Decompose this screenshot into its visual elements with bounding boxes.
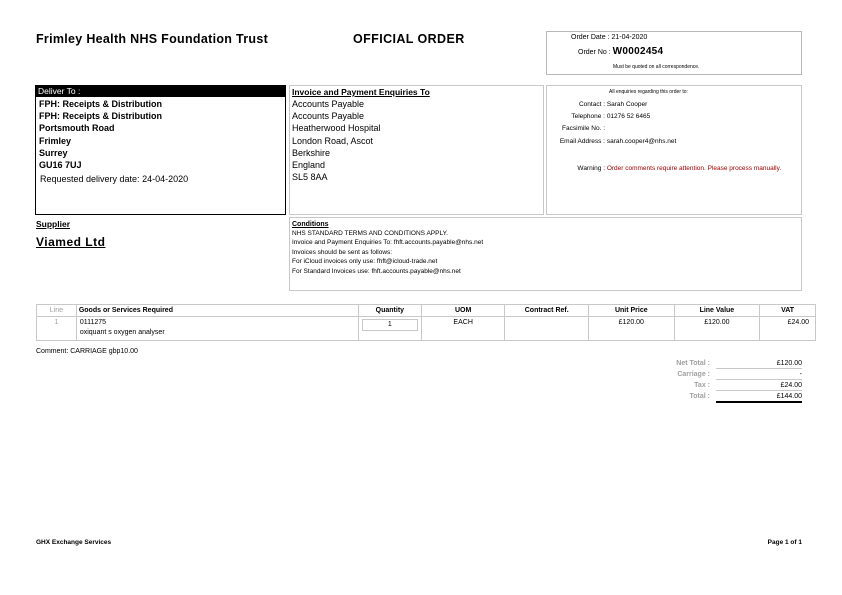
cell-line: 1	[37, 317, 77, 341]
order-number	[578, 46, 663, 57]
deliver-address	[36, 97, 285, 171]
invoice-address-line: London Road, Ascot	[292, 135, 374, 146]
cell-uom: EACH	[421, 317, 505, 341]
grand-total-value: £144.00	[716, 393, 802, 403]
invoice-address-line: England	[292, 160, 326, 171]
supplier-name: Viamed Ltd	[36, 235, 106, 249]
conditions-heading: Conditions	[292, 221, 329, 228]
deliver-address-line: Surrey	[39, 147, 68, 158]
order-number-note: Must be quoted on all correspondence.	[613, 64, 700, 70]
col-header-goods: Goods or Services Required	[76, 305, 358, 317]
table-row	[37, 317, 816, 341]
cell-goods	[76, 317, 358, 341]
col-header-uom: UOM	[421, 305, 505, 317]
grand-total-row	[640, 391, 802, 402]
carriage-value: -	[716, 371, 802, 380]
net-total-value: £120.00	[716, 360, 802, 369]
net-total-label: Net Total :	[676, 360, 710, 367]
deliver-address-line: GU16 7UJ	[39, 160, 82, 171]
invoice-heading: Invoice and Payment Enquiries To	[292, 87, 430, 97]
deliver-address-line: Frimley	[39, 135, 72, 146]
email-label: Email Address :	[559, 138, 605, 145]
deliver-to-box	[35, 85, 286, 215]
tax-label: Tax :	[694, 382, 710, 389]
telephone-value: 01276 52 6465	[606, 113, 651, 120]
invoice-address-line: SL5 8AA	[292, 172, 328, 183]
col-header-quantity: Quantity	[358, 305, 421, 317]
totals-block	[640, 358, 802, 402]
condition-line: Invoice and Payment Enquiries To: fhft.accounts.payable@nhs.net	[292, 239, 484, 247]
tax-row	[640, 380, 802, 391]
telephone-label: Telephone :	[571, 113, 605, 120]
col-header-unit-price: Unit Price	[589, 305, 675, 317]
requested-delivery-date: Requested delivery date: 24-04-2020	[40, 174, 189, 185]
invoice-enquiries-box	[289, 85, 544, 215]
contact-value: Sarah Cooper	[606, 101, 648, 108]
email-row	[547, 138, 676, 145]
carriage-row	[640, 369, 802, 380]
quantity-value: 1	[362, 319, 418, 331]
order-number-label: Order No :	[578, 49, 611, 56]
cell-quantity	[358, 317, 421, 341]
col-header-line: Line	[37, 305, 77, 317]
condition-line: For iCloud invoices only use: fhft@icloud-trade.net	[292, 258, 438, 266]
order-date	[571, 34, 647, 41]
grand-total-label: Total :	[689, 393, 710, 400]
invoice-address-line: Accounts Payable	[292, 99, 365, 109]
table-header-row	[37, 305, 816, 317]
cell-vat: £24.00	[760, 317, 816, 341]
deliver-to-heading: Deliver To :	[36, 86, 285, 97]
fax-row	[547, 125, 605, 132]
order-comment: Comment: CARRIAGE gbp10.00	[36, 348, 138, 355]
warning-label: Warning :	[577, 165, 605, 172]
cell-contract	[505, 317, 589, 341]
invoice-address-line: Berkshire	[292, 147, 331, 158]
order-number-value: W0002454	[612, 46, 664, 57]
contact-intro: All enquiries regarding this order to:	[609, 89, 688, 95]
fax-label: Facsimile No. :	[562, 125, 605, 132]
tax-value: £24.00	[716, 382, 802, 391]
deliver-address-line: Portsmouth Road	[39, 123, 115, 134]
col-header-line-value: Line Value	[674, 305, 760, 317]
order-date-value: 21-04-2020	[611, 34, 648, 41]
invoice-address-line: Accounts Payable	[292, 111, 365, 122]
contact-label: Contact :	[578, 101, 605, 108]
warning-value: Order comments require attention. Please process manually.	[606, 165, 782, 172]
cell-unit-price: £120.00	[589, 317, 675, 341]
contact-box	[546, 85, 802, 215]
deliver-address-line: FPH: Receipts & Distribution	[39, 99, 163, 109]
telephone-row	[547, 113, 650, 120]
condition-line: For Standard Invoices use: fhft.accounts.payable@nhs.net	[292, 267, 461, 275]
order-date-label: Order Date :	[571, 34, 610, 41]
warning-row	[547, 165, 801, 173]
document-title: OFFICIAL ORDER	[353, 32, 465, 46]
invoice-address-line: Heatherwood Hospital	[292, 123, 381, 134]
email-value: sarah.cooper4@nhs.net	[606, 138, 677, 145]
net-total-row	[640, 358, 802, 369]
footer-provider: GHX Exchange Services	[36, 539, 112, 546]
order-info-box	[546, 31, 802, 75]
deliver-address-line: FPH: Receipts & Distribution	[39, 111, 163, 122]
supplier-heading: Supplier	[36, 219, 71, 229]
item-description: oxiquant s oxygen analyser	[79, 329, 165, 336]
col-header-vat: VAT	[760, 305, 816, 317]
carriage-label: Carriage :	[677, 371, 710, 378]
footer-page-number: Page 1 of 1	[767, 539, 802, 546]
col-header-contract: Contract Ref.	[505, 305, 589, 317]
condition-line: Invoices should be sent as follows:	[292, 248, 393, 256]
contact-row	[547, 101, 647, 108]
condition-line: NHS STANDARD TERMS AND CONDITIONS APPLY.	[292, 230, 448, 237]
conditions-box	[289, 217, 802, 291]
cell-line-value: £120.00	[674, 317, 760, 341]
organisation-name: Frimley Health NHS Foundation Trust	[36, 32, 269, 46]
item-code: 0111275	[79, 319, 107, 326]
order-lines-table	[36, 304, 816, 341]
